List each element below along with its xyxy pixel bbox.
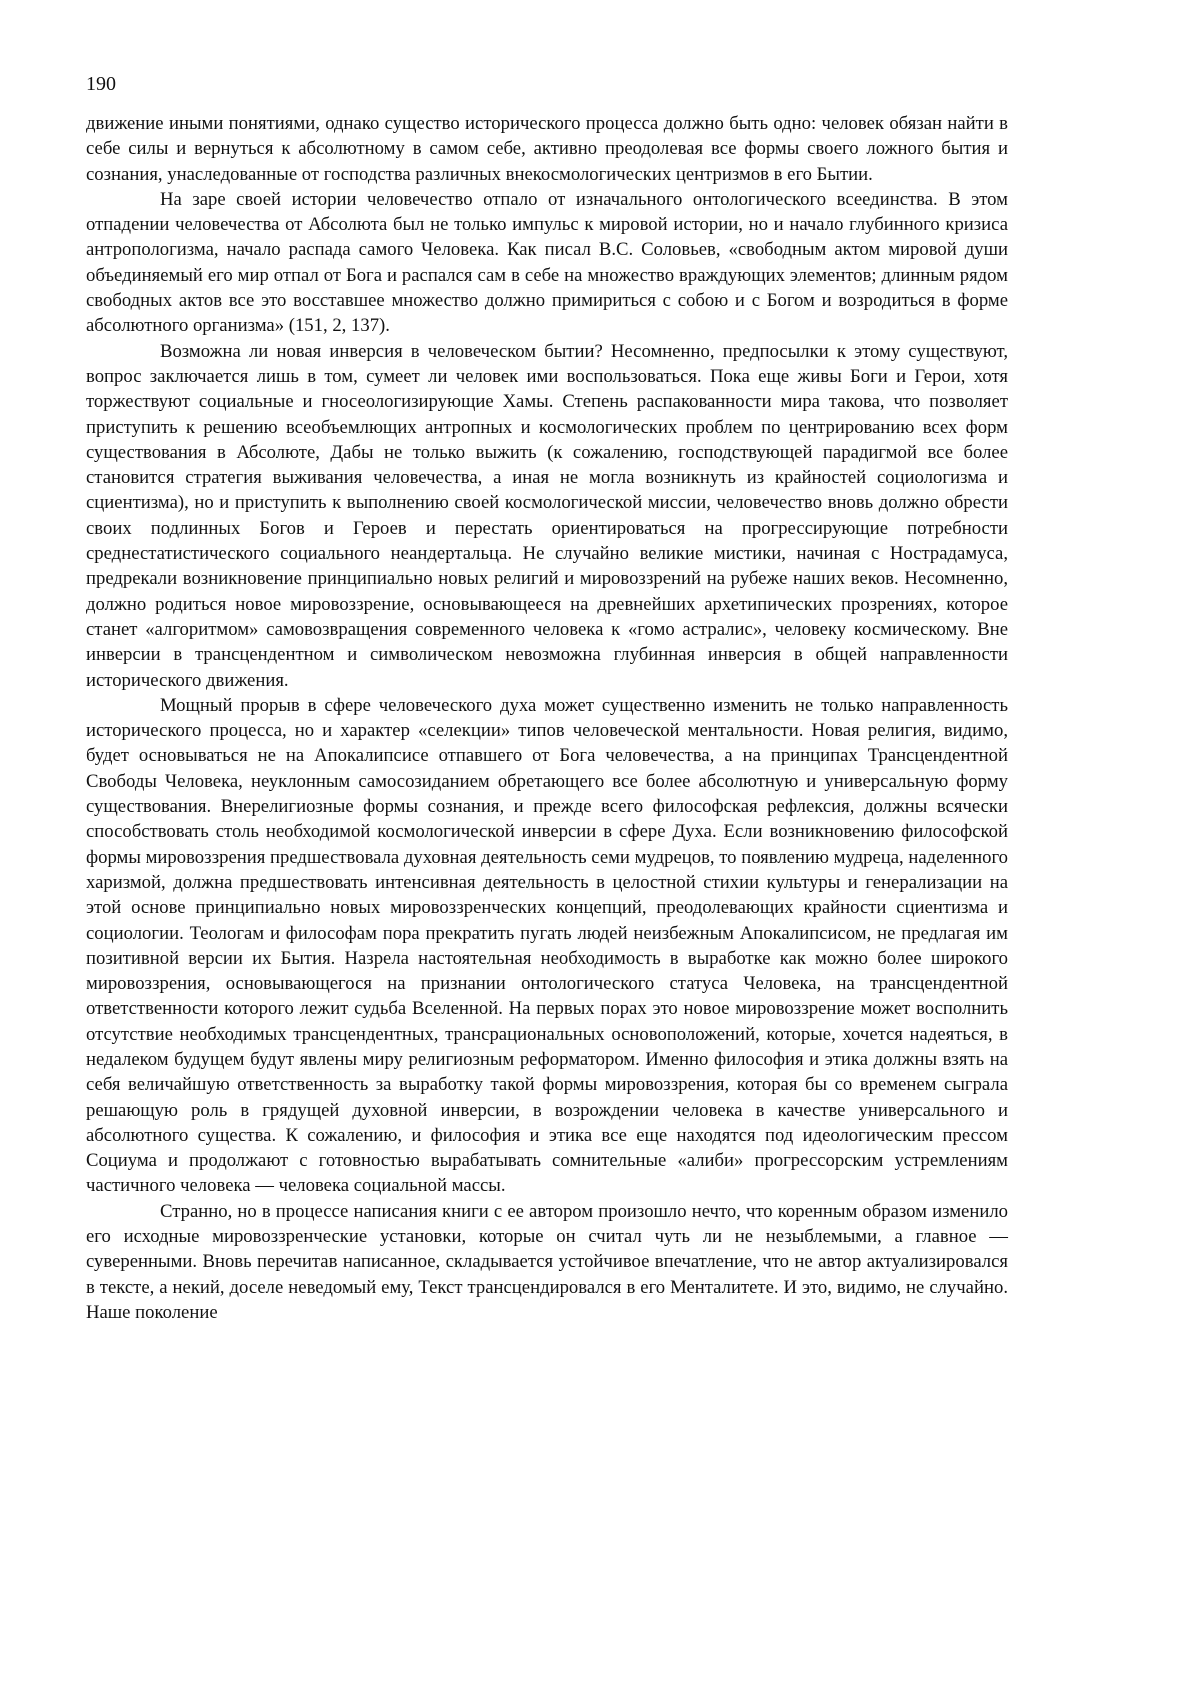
paragraph: движение иными понятиями, однако существо исторического процесса должно быть одно: человек обязан найти в себе силы и вернуться к абсолютному в самом себе, активно преодолевая все формы своего ложного бытия и сознания, унаследованные от господства различных внекосмологических центризмов в его Бытии. [86, 113, 1008, 185]
body-text [86, 111, 1008, 1325]
page-number: 190 [86, 73, 116, 95]
paragraph: Мощный прорыв в сфере человеческого духа может существенно изменить не только направленность исторического процесса, но и характер «селекции» типов человеческой ментальности. Новая религия, видимо, будет основываться не на Апокалипсисе отпавшего от Бога человечества, а на принципах Трансцендентной Свободы Человека, неуклонным самосозиданием обретающего все более абсолютную и универсальную форму существования. Внерелигиозные формы сознания, и прежде всего философская рефлексия, должны всячески способствовать столь необходимой космологической инверсии в сфере Духа. Если возникновению философской формы мировоззрения предшествовала духовная деятельность семи мудрецов, то появлению мудреца, наделенного харизмой, должна предшествовать интенсивная деятельность в целостной стихии культуры и генерализации на этой основе принципиально новых мировоззренческих концепций, преодолевающих крайности сциентизма и социологии. Теологам и философам пора прекратить пугать людей неизбежным Апокалипсисом, не предлагая им позитивной версии их Бытия. Назрела настоятельная необходимость в выработке как можно более широкого мировоззрения, основывающегося на признании онтологического статуса Человека, на трансцендентной ответственности которого лежит судьба Вселенной. На первых порах это новое мировоззрение может восполнить отсутствие необходимых трансцендентных, трансрациональных основоположений, которые, хочется надеяться, в недалеком будущем будут явлены миру религиозным реформатором. Именно философия и этика должны взять на себя величайшую ответственность за выработку такой формы мировоззрения, которая бы со временем сыграла решающую роль в грядущей духовной инверсии, в возрождении человека в качестве универсального и абсолютного существа. К сожалению, и философия и этика все еще находятся под идеологическим прессом Социума и продолжают с готовностью вырабатывать сомнительные «алиби» прогрессорским устремлениям частичного человека — человека социальной массы. [86, 694, 1008, 1197]
paragraph: На заре своей истории человечество отпало от изначального онтологического всеединства. В этом отпадении человечества от Абсолюта был не только импульс к мировой истории, но и начало глубинного кризиса антропологизма, начало распада самого Человека. Как писал В.С. Соловьев, «свободным актом мировой души объединяемый его мир отпал от Бога и распался сам в себе на множество враждующих элементов; длинным рядом свободных актов все это восставшее множество должно примириться с собою и с Богом и возродиться в форме абсолютного организма» (151, 2, 137). [86, 188, 1008, 337]
paragraph: Странно, но в процессе написания книги с ее автором произошло нечто, что коренным образом изменило его исходные мировоззренческие установки, которые он считал чуть ли не незыблемыми, а главное — суверенными. Вновь перечитав написанное, складывается устойчивое впечатление, что не автор актуализировался в тексте, а некий, доселе неведомый ему, Текст трансцендировался в его Менталитете. И это, видимо, не случайно. Наше поколение [86, 1200, 1008, 1323]
paragraph: Возможна ли новая инверсия в человеческом бытии? Несомненно, предпосылки к этому существуют, вопрос заключается лишь в том, сумеет ли человек ими воспользоваться. Пока еще живы Боги и Герои, хотя торжествуют социальные и гносеологизирующие Хамы. Степень распакованности мира такова, что позволяет приступить к решению всеобъемлющих антропных и космологических проблем по центрированию всех форм существования в Абсолюте, Дабы не только выжить (к сожалению, господствующей парадигмой все более становится стратегия выживания человечества, а иная не могла возникнуть из крайностей социологизма и сциентизма), но и приступить к выполнению своей космологической миссии, человечество вновь должно обрести своих подлинных Богов и Героев и перестать ориентироваться на прогрессирующие потребности среднестатистического социального неандертальца. Не случайно великие мистики, начиная с Нострадамуса, предрекали возникновение принципиально новых религий и мировоззрений на рубеже наших веков. Несомненно, должно родиться новое мировоззрение, основывающееся на древнейших архетипических прозрениях, которое станет «алгоритмом» самовозвращения современного человека к «гомо астралис», человеку космическому. Вне инверсии в трансцендентном и символическом невозможна глубинная инверсия в общей направленности исторического движения. [86, 340, 1008, 691]
